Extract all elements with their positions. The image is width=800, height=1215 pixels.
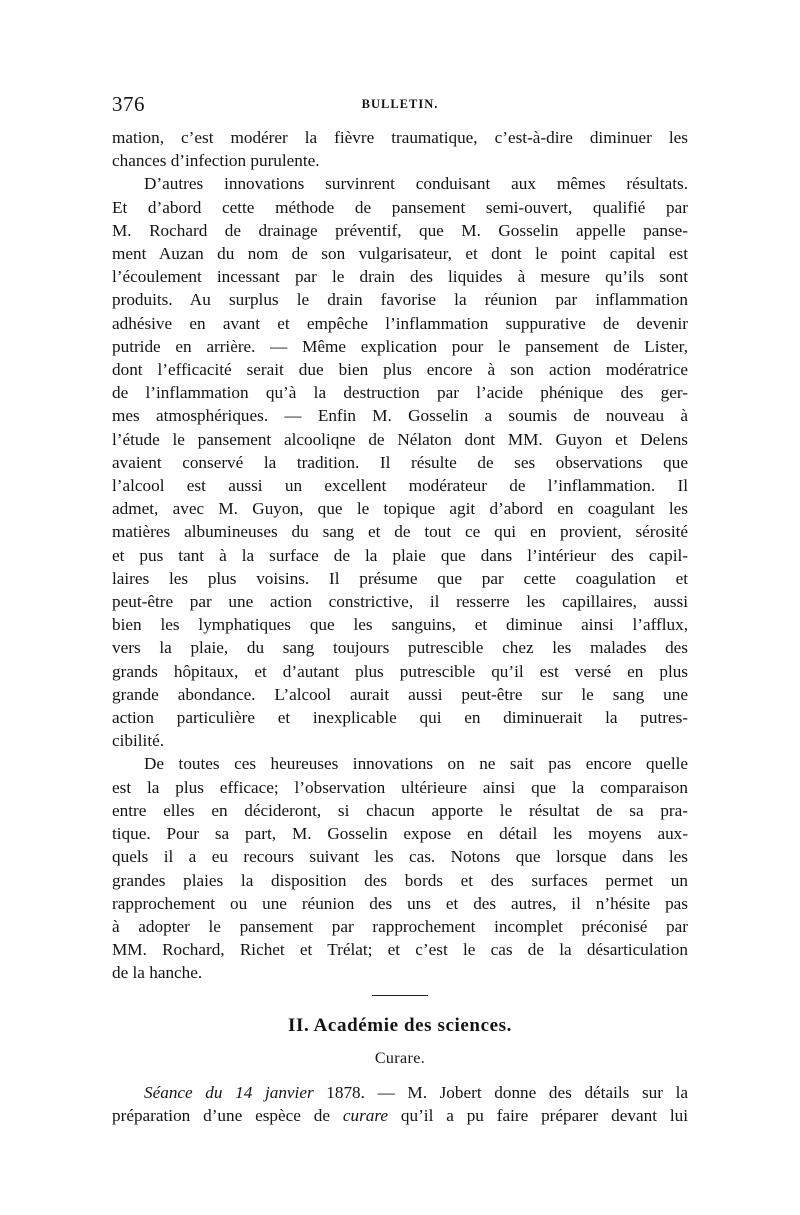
text-line: grands hôpitaux, et d’autant plus putrescible qu’il est versé en plus: [112, 661, 688, 681]
section-divider: [372, 995, 428, 997]
paragraph-comparison: [112, 752, 688, 984]
page: [112, 92, 688, 1127]
text-line: vers la plaie, du sang toujours putrescible chez les malades des: [112, 638, 688, 658]
text-line: de l’inflammation qu’à la destruction par l’acide phénique des ger-: [112, 383, 688, 403]
text-line: M. Rochard de drainage préventif, que M. Gosselin appelle panse-: [112, 220, 688, 240]
text-line: quels il a eu recours suivant les cas. Notons que lorsque dans les: [112, 847, 688, 867]
text-line: produits. Au surplus le drain favorise la réunion par inflammation: [112, 290, 688, 310]
paragraph-seance: [112, 1081, 688, 1127]
text-line: mes atmosphériques. — Enfin M. Gosselin a soumis de nouveau à: [112, 406, 688, 426]
text-line: bien les lymphatiques que les sanguins, et diminue ainsi l’afflux,: [112, 615, 688, 635]
text-line: l’étude le pansement alcooliqne de Nélaton dont MM. Guyon et Delens: [112, 429, 688, 449]
text-line: dont l’efficacité serait due bien plus encore à son action modératrice: [112, 360, 688, 380]
text-line: chances d’infection purulente.: [112, 151, 320, 171]
text-line: MM. Rochard, Richet et Trélat; et c’est le cas de la désarticulation: [112, 940, 688, 960]
paragraph-continuation: [112, 126, 688, 172]
body-text: [112, 126, 688, 1127]
text-line: avaient conservé la tradition. Il résulte de ses observations que: [112, 452, 688, 472]
text-line: ment Auzan du nom de son vulgarisateur, et dont le point capital est: [112, 244, 688, 264]
text-fragment: préparation d’une espèce de: [112, 1105, 343, 1125]
page-number: 376: [112, 92, 145, 116]
running-header: [112, 92, 688, 126]
text-line: Et d’abord cette méthode de pansement semi-ouvert, qualifié par: [112, 197, 688, 217]
text-line: laires les plus voisins. Il présume que par cette coagulation et: [112, 568, 688, 588]
text-line: matières albumineuses du sang et de tout ce qui en provient, sérosité: [112, 522, 688, 542]
text-line: grandes plaies la disposition des bords et des surfaces permet un: [112, 870, 688, 890]
text-line: D’autres innovations survinrent conduisant aux mêmes résultats.: [144, 174, 688, 194]
text-line: et pus tant à la surface de la plaie que dans l’intérieur des capil-: [112, 545, 688, 565]
text-line: est la plus efficace; l’observation ultérieure ainsi que la comparaison: [112, 777, 688, 797]
running-title: BULLETIN.: [361, 97, 439, 111]
text-line: entre elles en décideront, si chacun apporte le résultat de sa pra-: [112, 800, 688, 820]
text-line: peut-être par une action constrictive, il resserre les capillaires, aussi: [112, 592, 688, 612]
text-line: [112, 1081, 688, 1104]
text-line: rapprochement ou une réunion des uns et des autres, il n’hésite pas: [112, 893, 688, 913]
text-line: mation, c’est modérer la fièvre traumatique, c’est-à-dire diminuer les: [112, 128, 688, 147]
text-line: cibilité.: [112, 731, 165, 751]
text-fragment: qu’il a pu faire préparer devant lui: [388, 1105, 688, 1125]
text-line: putride en arrière. — Même explication pour le pansement de Lister,: [112, 336, 688, 356]
text-line: grande abondance. L’alcool aurait aussi peut-être sur le sang une: [112, 684, 688, 704]
text-line: admet, avec M. Guyon, que le topique agit d’abord en coagulant les: [112, 499, 688, 519]
text-line: l’alcool est aussi un excellent modérateur de l’inflammation. Il: [112, 476, 688, 496]
seance-text: 1878. — M. Jobert donne des détails sur la: [313, 1082, 688, 1102]
text-line: adhésive en avant et empêche l’inflammation suppurative de devenir: [112, 313, 688, 333]
text-line: [112, 1104, 688, 1127]
text-line: tique. Pour sa part, M. Gosselin expose en détail les moyens aux-: [112, 824, 688, 844]
text-line: action particulière et inexplicable qui en diminuerait la putres-: [112, 708, 688, 728]
subsection-title: Curare.: [374, 1050, 426, 1068]
paragraph-innovations: [112, 172, 688, 752]
section-title: II. Académie des sciences.: [287, 1015, 513, 1037]
seance-date-label: Séance du 14 janvier: [144, 1082, 314, 1102]
text-line: de la hanche.: [112, 963, 203, 983]
curare-term: curare: [342, 1105, 389, 1125]
text-line: à adopter le pansement par rapprochement incomplet préconisé par: [112, 916, 688, 936]
text-line: l’écoulement incessant par le drain des liquides à mesure qu’ils sont: [112, 267, 688, 287]
text-line: De toutes ces heureuses innovations on ne sait pas encore quelle: [144, 754, 688, 774]
